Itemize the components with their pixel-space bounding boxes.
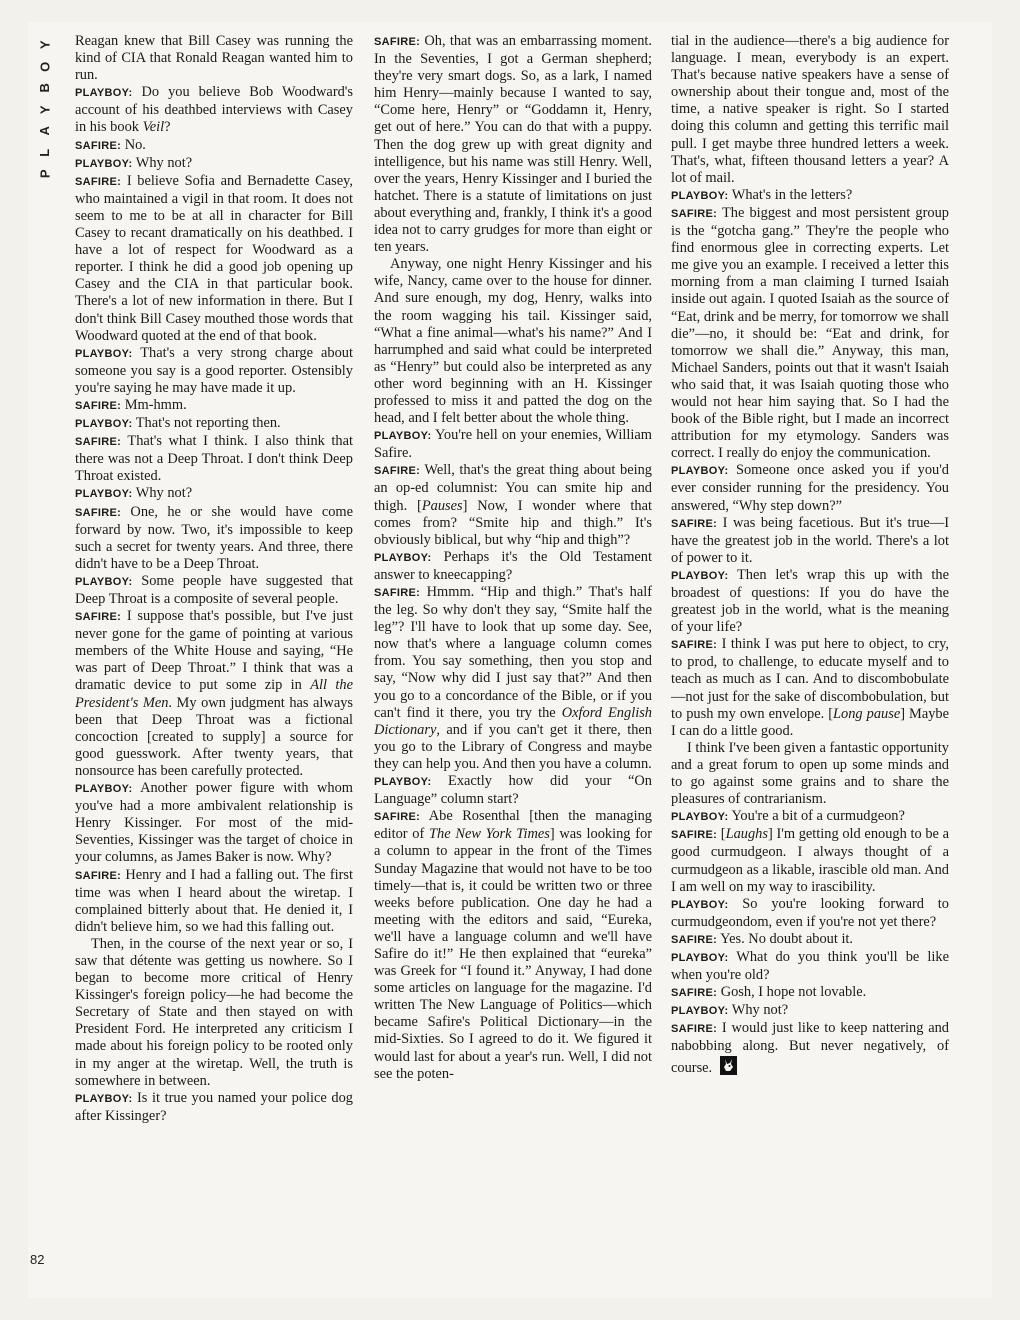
body-paragraph (671, 33, 949, 187)
dialogue-paragraph (75, 415, 353, 433)
paragraph-text: Someone once asked you if you'd ever consider running for the presidency. You answered, “Why step down?” (671, 462, 949, 514)
dialogue-paragraph (671, 567, 949, 636)
text-column-3 (671, 33, 949, 1077)
speaker-label: PLAYBOY: (75, 783, 133, 796)
dialogue-paragraph (671, 984, 949, 1002)
masthead-letter: Y (37, 104, 53, 114)
paragraph-text: Gosh, I hope not lovable. (717, 984, 867, 1001)
paragraph-text: tial in the audience—there's a big audience for language. I mean, everybody is an expert. That's because native speakers have a sense of ownership about their tongue and, most of the time, a native speaker is right. So I started doing this column and getting this terrific mail pull. I get maybe three hundred letters a week. That's, what, fifteen thousand letters a year? A lot of mail. (671, 33, 949, 186)
dialogue-paragraph (671, 187, 949, 205)
dialogue-paragraph (671, 462, 949, 514)
paragraph-text: The biggest and most persistent group is the “gotcha gang.” They're the people who find enormous glee in correcting experts. Let me give you an example. I received a letter this morning from a man claiming I turned Isaiah inside out again. I quoted Isaiah as the source of “Eat, drink and be merry, for tomorrow we shall die”—no, it should be: “Eat and drink, for tomorrow we shall die.” Anyway, this man, Michael Sanders, points out that it wasn't Isaiah who said that, it was Isaiah quoting those who would not hear him saying that. So I had the book of the Bible right, but I made an incorrect attribution for my etymology. Sanders was correct. I really do enjoy the communication. (671, 204, 949, 462)
italic-text: The New York Times (429, 826, 550, 843)
dialogue-paragraph (671, 808, 949, 826)
dialogue-paragraph (374, 584, 652, 773)
paragraph-text: ] Maybe I can do a little good. (671, 705, 949, 739)
italic-text: Long pause (833, 705, 901, 722)
speaker-label: PLAYBOY: (671, 1005, 729, 1018)
masthead-letter: P (37, 169, 53, 179)
dialogue-paragraph (671, 931, 949, 949)
speaker-label: SAFIRE: (671, 829, 718, 842)
paragraph-text: Anyway, one night Henry Kissinger and his wife, Nancy, came over to the house for dinner. And sure enough, my dog, Henry, walks into the room wagging his tail. Kissinger said, “What a fine animal—what's his name?” And I harrumphed and said what could be interpreted as “Henry” but could also be interpreted as any other word beginning with an H. Kissinger professed to miss it and patted the dog on the head, and I felt better about the whole thing. (374, 256, 652, 427)
speaker-label: PLAYBOY: (75, 575, 133, 588)
dialogue-paragraph (671, 515, 949, 567)
dialogue-paragraph (671, 636, 949, 740)
masthead-letter: A (37, 126, 53, 136)
paragraph-text: I think I've been given a fantastic opportunity and a great forum to open up some minds and to go against some grains and to share the pleasures of contrarianism. (671, 739, 949, 808)
dialogue-paragraph (75, 84, 353, 136)
paragraph-text: Oh, that was an embarrassing moment. In the Seventies, I got a German shepherd; they're very smart dogs. So, as a lark, I named him Henry—mainly because I wanted to say, “Come here, Henry” or “Goddamn it, Henry, get out of here.” You can do that with a puppy. Then the dog grew up with great dignity and intelligence, but his name was still Henry. Well, over the years, Henry Kissinger and I buried the hatchet. There is a statute of limitations on just about everything and, frankly, I think it's a good idea not to carry grudges for more than eight or ten years. (374, 33, 652, 256)
masthead-letter: B (37, 83, 53, 93)
speaker-label: PLAYBOY: (374, 551, 432, 564)
paragraph-text: I would just like to keep nattering and nabobbing along. But never negatively, of course. (671, 1020, 949, 1076)
paragraph-text: Hmmm. “Hip and thigh.” That's half the leg. So why don't they say, “Smite half the leg”? I'll have to look that up some day. See, now that's where a language column comes from. You say something, then you stop and say, “Now why did I just say that?” And then you go to a concordance of the Bible, or if you can't find it there, you try the (374, 584, 652, 721)
body-paragraph (374, 256, 652, 427)
masthead-vertical (34, 34, 56, 185)
paragraph-text: I believe Sofia and Bernadette Casey, who maintained a vigil in that room. It does not seem to me to be at all in character for Bill Casey to recant dramatically on his deathbed. I have a lot of respect for Woodward as a reporter. I think he did a good job opening up Casey and the CIA in that particular book. There's a lot of new information in there. But I don't think Bill Casey mouthed those words that Woodward quoted at the end of that book. (75, 172, 353, 344)
dialogue-paragraph (75, 433, 353, 485)
speaker-label: PLAYBOY: (75, 1092, 133, 1105)
paragraph-text: Some people have suggested that Deep Throat is a composite of several people. (75, 572, 353, 607)
paragraph-text: Well, that's the great thing about being an op-ed columnist: You can smite hip and thigh. [ (374, 462, 652, 514)
speaker-label: SAFIRE: (75, 399, 122, 412)
paragraph-text: Then let's wrap this up with the broadest of questions: If you do have the greatest job in the world, what is the meaning of your life? (671, 566, 949, 636)
paragraph-text: I was being facetious. But it's true—I have the greatest job in the world. There's a lot of power to it. (671, 514, 949, 566)
dialogue-paragraph (671, 896, 949, 931)
speaker-label: SAFIRE: (374, 587, 421, 599)
speaker-label: PLAYBOY: (374, 430, 432, 443)
italic-text: Oxford English Dictionary (374, 704, 652, 738)
speaker-label: PLAYBOY: (75, 347, 133, 360)
dialogue-paragraph (374, 33, 652, 256)
italic-text: Veil (142, 119, 165, 136)
speaker-label: SAFIRE: (671, 987, 718, 1000)
paragraph-text: No. (121, 136, 146, 153)
paragraph-text: So you're looking forward to curmudgeondom, even if you're not yet there? (671, 895, 949, 930)
dialogue-paragraph (671, 205, 949, 462)
speaker-label: SAFIRE: (671, 1023, 718, 1036)
masthead-letter: Y (37, 40, 53, 50)
speaker-label: SAFIRE: (75, 869, 122, 882)
speaker-label: PLAYBOY: (671, 951, 729, 964)
paragraph-text: Why not? (132, 154, 193, 171)
speaker-label: SAFIRE: (75, 175, 122, 188)
paragraph-text: Reagan knew that Bill Casey was running the kind of CIA that Ronald Reagan wanted him to run. (75, 33, 353, 84)
body-paragraph (671, 740, 949, 808)
rabbit-end-mark-icon (720, 1056, 737, 1075)
speaker-label: SAFIRE: (75, 611, 122, 624)
speaker-label: PLAYBOY: (75, 157, 133, 170)
dialogue-paragraph (671, 949, 949, 984)
speaker-label: PLAYBOY: (75, 87, 133, 100)
dialogue-paragraph (75, 1090, 353, 1125)
paragraph-text: That's not reporting then. (132, 415, 281, 432)
dialogue-paragraph (374, 549, 652, 584)
paragraph-text: ] was looking for a column to appear in the front of the Times Sunday Magazine that would not have to be too timely—that is, it could be written two or three weeks before publication. One day he had a meeting with the editors and said, “Eureka, we'll have a language column and we'll have Safire do it!” He then explained that “eureka” was Greek for “I found it.” Anyway, I had done some articles on language for the magazine. I'd written The New Language of Politics—which became Safire's Political Dictionary—in the mid-Sixties. So I agreed to do it. We figured it would last for about a year's run. Well, I did not see the poten- (374, 826, 653, 1082)
paragraph-text: , and if you can't get it there, then you go to the Library of Congress and maybe they can help you. And then you have a column. (374, 721, 652, 772)
speaker-label: SAFIRE: (671, 639, 718, 652)
paragraph-text: ] Now, I wonder where that comes from? “Smite hip and thigh.” It's obviously biblical, but why “hip and thigh”? (374, 497, 652, 548)
italic-text: Laughs (725, 826, 768, 843)
speaker-label: SAFIRE: (374, 465, 421, 478)
dialogue-paragraph (75, 504, 353, 573)
paragraph-text: You're hell on your enemies, William Safire. (374, 427, 652, 462)
dialogue-paragraph (75, 173, 353, 345)
text-column-1 (75, 33, 353, 1125)
dialogue-paragraph (75, 608, 353, 780)
speaker-label: PLAYBOY: (671, 811, 729, 824)
paragraph-text: [ (717, 826, 726, 843)
paragraph-text: ? (164, 119, 171, 136)
dialogue-paragraph (374, 427, 652, 462)
paragraph-text: That's what I think. I also think that there was not a Deep Throat. I don't think Deep Throat existed. (75, 433, 353, 485)
speaker-label: PLAYBOY: (671, 189, 729, 202)
dialogue-paragraph (671, 1020, 949, 1076)
paragraph-text: Why not? (728, 1002, 789, 1019)
body-paragraph (75, 936, 353, 1090)
dialogue-paragraph (75, 137, 353, 155)
speaker-label: SAFIRE: (75, 436, 122, 449)
paragraph-text: What do you think you'll be like when you're old? (671, 948, 949, 984)
italic-text: All the President's Men (75, 677, 353, 711)
masthead-letter: L (37, 148, 53, 157)
dialogue-paragraph (75, 345, 353, 397)
masthead-letter: O (37, 61, 53, 72)
speaker-label: SAFIRE: (75, 139, 122, 152)
speaker-label: PLAYBOY: (374, 776, 432, 789)
paragraph-text: . My own judgment has always been that Deep Throat was a fictional concoction [created to supply] a source for good guesswork. After twenty years, that nonsource has been carefully protected. (75, 694, 353, 779)
speaker-label: SAFIRE: (374, 811, 421, 824)
speaker-label: PLAYBOY: (671, 569, 729, 582)
speaker-label: SAFIRE: (671, 517, 718, 530)
speaker-label: PLAYBOY: (75, 418, 133, 431)
dialogue-paragraph (75, 155, 353, 173)
paragraph-text: That's a very strong charge about someone you say is a good reporter. Ostensibly you're saying he may have made it up. (75, 344, 353, 396)
dialogue-paragraph (75, 485, 353, 503)
dialogue-paragraph (75, 573, 353, 608)
speaker-label: SAFIRE: (75, 506, 122, 519)
text-column-2 (374, 33, 652, 1083)
paragraph-text: Then, in the course of the next year or so, I saw that détente was getting us nowhere. So I began to become more critical of Henry Kissinger's foreign policy—he had become the Secretary of State and then stayed on with President Ford. He interpreted any criticism I made about his foreign policy to be rooted only in my anger at the wiretap. Well, the truth is somewhere in between. (75, 935, 353, 1089)
paragraph-text: I suppose that's possible, but I've just never gone for the game of pointing at various members of the White House and saying, “He was part of Deep Throat.” I think that was a dramatic device to put some zip in (75, 608, 353, 694)
dialogue-paragraph (374, 808, 652, 1083)
paragraph-text: Exactly how did your “On Language” column start? (374, 773, 652, 808)
paragraph-text: Why not? (132, 485, 193, 502)
paragraph-text: Do you believe Bob Woodward's account of his deathbed interviews with Casey in his book (75, 84, 353, 136)
body-paragraph (75, 33, 353, 84)
speaker-label: SAFIRE: (671, 933, 718, 946)
italic-text: Pauses (421, 497, 463, 514)
speaker-label: SAFIRE: (374, 36, 421, 48)
paragraph-text: I think I was put here to object, to cry, to prod, to challenge, to educate myself and to teach as much as I can. And to discombobulate—not just for the sake of discombobulation, but to push my own envelope. [ (671, 636, 949, 722)
paragraph-text: Is it true you named your police dog after Kissinger? (75, 1089, 353, 1124)
paragraph-text: Mm-hmm. (121, 396, 187, 413)
paragraph-text: ] I'm getting old enough to be a good curmudgeon. I always thought of a curmudgeon as a likable, irascible old man. And I am well on my way to irascibility. (671, 826, 949, 895)
page-number: 82 (30, 1252, 45, 1267)
paragraph-text: You're a bit of a curmudgeon? (728, 808, 905, 825)
speaker-label: SAFIRE: (671, 207, 718, 220)
dialogue-paragraph (75, 397, 353, 415)
paragraph-text: Another power figure with whom you've had a more ambivalent relationship is Henry Kissinger. For most of the mid-Seventies, Kissinger was the target of choice in your columns, as James Baker is now. Why? (75, 780, 353, 866)
dialogue-paragraph (75, 867, 353, 936)
paragraph-text: Abe Rosenthal [then the managing editor of (374, 808, 652, 843)
dialogue-paragraph (671, 1002, 949, 1020)
speaker-label: PLAYBOY: (671, 898, 729, 911)
paragraph-text: What's in the letters? (728, 186, 853, 203)
paragraph-text: Yes. No doubt about it. (717, 930, 854, 947)
dialogue-paragraph (374, 773, 652, 808)
dialogue-paragraph (671, 826, 949, 895)
speaker-label: PLAYBOY: (75, 488, 133, 501)
dialogue-paragraph (75, 780, 353, 866)
speaker-label: PLAYBOY: (671, 465, 729, 478)
paragraph-text: One, he or she would have come forward by now. Two, it's impossible to keep such a secret for twenty years. And three, there didn't have to be a Deep Throat. (75, 503, 353, 572)
paragraph-text: Perhaps it's the Old Testament answer to kneecapping? (374, 548, 652, 583)
dialogue-paragraph (374, 462, 652, 548)
paragraph-text: Henry and I had a falling out. The first time was when I heard about the wiretap. I complained bitterly about that. He denied it, I didn't believe him, so we had this falling out. (75, 866, 353, 935)
